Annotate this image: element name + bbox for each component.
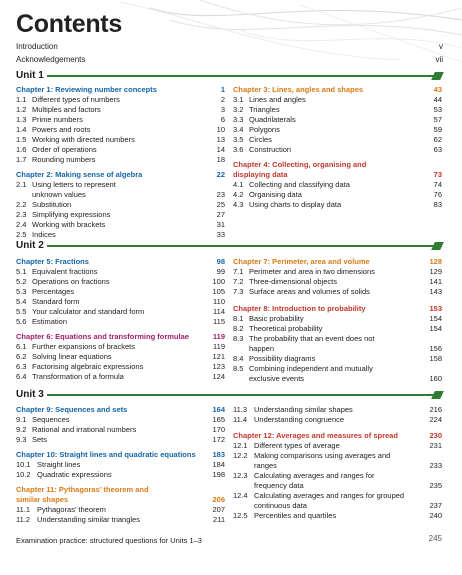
section-title: Organising data — [249, 190, 302, 199]
section-number: 5.2 — [16, 277, 27, 286]
section-entry[interactable] — [16, 145, 225, 155]
section-number: 7.3 — [233, 287, 244, 296]
section-page: 158 — [429, 354, 442, 363]
unit-divider-cap — [431, 72, 444, 80]
section-number: 5.3 — [16, 287, 27, 296]
section-number: 6.3 — [16, 362, 27, 371]
unit-1-left-column — [16, 85, 225, 240]
chapter-heading[interactable] — [233, 431, 442, 441]
section-title: Three-dimensional objects — [249, 277, 337, 286]
section-page: 31 — [216, 220, 225, 229]
chapter-title: Chapter 3: Lines, angles and shapes — [233, 85, 364, 94]
section-number: 5.4 — [16, 297, 27, 306]
section-entry[interactable] — [233, 287, 442, 297]
front-matter-label: Introduction — [16, 42, 58, 51]
front-matter-page: v — [439, 42, 443, 51]
section-page: 25 — [216, 200, 225, 209]
section-page: 14 — [216, 145, 225, 154]
section-title: Percentiles and quartiles — [254, 511, 337, 520]
section-title: Sets — [32, 435, 48, 444]
section-entry[interactable] — [233, 135, 442, 145]
section-title: Multiples and factors — [32, 105, 101, 114]
section-page: 170 — [212, 425, 225, 434]
chapter-heading[interactable] — [233, 304, 442, 314]
section-title: Quadratic expressions — [37, 470, 112, 479]
unit-3-left-column — [16, 405, 225, 525]
chapter-heading[interactable] — [16, 485, 225, 505]
section-title: Equivalent fractions — [32, 267, 98, 276]
section-entry[interactable] — [233, 190, 442, 200]
section-title: Your calculator and standard form — [32, 307, 145, 316]
front-matter-acknowledgements[interactable] — [16, 54, 443, 66]
section-entry[interactable] — [233, 471, 442, 491]
section-number: 6.1 — [16, 342, 27, 351]
section-entry[interactable] — [16, 180, 225, 200]
section-entry[interactable] — [16, 95, 225, 105]
section-entry[interactable] — [16, 415, 225, 425]
section-page: 184 — [212, 460, 225, 469]
section-page: 83 — [433, 200, 442, 209]
section-page: 123 — [212, 362, 225, 371]
chapter-page: 183 — [212, 450, 225, 459]
section-number: 7.1 — [233, 267, 244, 276]
section-number: 10.2 — [16, 470, 31, 479]
section-title: Transformation of a formula — [32, 372, 124, 381]
section-entry[interactable] — [16, 460, 225, 470]
section-number: 4.2 — [233, 190, 244, 199]
section-number: 1.7 — [16, 155, 27, 164]
section-title: Prime numbers — [32, 115, 83, 124]
section-page: 23 — [216, 190, 225, 199]
unit-divider-cap — [431, 391, 444, 399]
chapter-heading[interactable] — [16, 85, 225, 95]
section-entry[interactable] — [233, 95, 442, 105]
section-title: Using letters to represent unknown values — [32, 180, 116, 199]
section-entry[interactable] — [16, 135, 225, 145]
section-entry[interactable] — [16, 115, 225, 125]
section-page: 240 — [429, 511, 442, 520]
section-page: 13 — [216, 135, 225, 144]
section-entry[interactable] — [233, 200, 442, 210]
section-entry[interactable] — [233, 405, 442, 415]
section-page: 124 — [212, 372, 225, 381]
section-entry[interactable] — [233, 267, 442, 277]
section-title: Rational and irrational numbers — [32, 425, 137, 434]
section-page: 129 — [429, 267, 442, 276]
section-entry[interactable] — [16, 352, 225, 362]
section-number: 3.4 — [233, 125, 244, 134]
section-entry[interactable] — [233, 354, 442, 364]
section-number: 12.5 — [233, 511, 248, 520]
section-number: 8.3 — [233, 334, 244, 343]
section-page: 74 — [433, 180, 442, 189]
section-title: Basic probability — [249, 314, 304, 323]
section-number: 8.2 — [233, 324, 244, 333]
front-matter-label: Acknowledgements — [16, 55, 86, 64]
section-entry[interactable] — [16, 505, 225, 515]
section-title: Working with directed numbers — [32, 135, 135, 144]
unit-divider-cap — [431, 242, 444, 250]
section-page: 33 — [216, 230, 225, 239]
section-number: 3.3 — [233, 115, 244, 124]
section-title: Combining independent and mutually exclusive events — [249, 364, 373, 383]
section-number: 1.3 — [16, 115, 27, 124]
section-entry[interactable] — [233, 324, 442, 334]
section-entry[interactable] — [16, 515, 225, 525]
chapter-title: Chapter 5: Fractions — [16, 257, 89, 266]
section-page: 224 — [429, 415, 442, 424]
section-page: 141 — [429, 277, 442, 286]
section-number: 9.3 — [16, 435, 27, 444]
section-number: 2.1 — [16, 180, 27, 189]
unit-title: Unit 3 — [16, 388, 47, 401]
section-number: 12.4 — [233, 491, 248, 500]
chapter-page: 1 — [220, 85, 225, 94]
chapter-page: 164 — [212, 405, 225, 414]
section-page: 237 — [429, 501, 442, 510]
section-title: Using charts to display data — [249, 200, 342, 209]
unit-2-header — [16, 239, 442, 252]
section-number: 12.1 — [233, 441, 248, 450]
section-page: 154 — [429, 314, 442, 323]
chapter-title: Chapter 9: Sequences and sets — [16, 405, 128, 414]
unit-2-left-column — [16, 257, 225, 382]
section-page: 6 — [220, 115, 225, 124]
section-number: 4.3 — [233, 200, 244, 209]
section-page: 63 — [433, 145, 442, 154]
section-entry[interactable] — [233, 277, 442, 287]
section-number: 11.1 — [16, 505, 31, 514]
section-entry[interactable] — [16, 307, 225, 317]
section-title: Substitution — [32, 200, 72, 209]
section-entry[interactable] — [233, 334, 442, 354]
section-entry[interactable] — [233, 115, 442, 125]
unit-title: Unit 2 — [16, 239, 47, 252]
section-entry[interactable] — [233, 125, 442, 135]
section-entry[interactable] — [16, 362, 225, 372]
section-page: 198 — [212, 470, 225, 479]
section-title: Polygons — [249, 125, 280, 134]
section-number: 3.2 — [233, 105, 244, 114]
section-title: Factorising algebraic expressions — [32, 362, 144, 371]
section-title: Understanding similar shapes — [254, 405, 353, 414]
section-page: 18 — [216, 155, 225, 164]
section-number: 1.5 — [16, 135, 27, 144]
section-number: 1.6 — [16, 145, 27, 154]
section-number: 1.4 — [16, 125, 27, 134]
section-page: 2 — [220, 95, 225, 104]
section-entry[interactable] — [16, 220, 225, 230]
section-page: 114 — [213, 307, 225, 316]
unit-3-header — [16, 388, 442, 401]
section-number: 3.1 — [233, 95, 244, 104]
unit-1-right-column — [233, 85, 442, 210]
section-title: Simplifying expressions — [32, 210, 111, 219]
unit-2-right-column — [233, 257, 442, 384]
chapter-page: 22 — [216, 170, 225, 179]
unit-title: Unit 1 — [16, 69, 47, 82]
section-entry[interactable] — [16, 372, 225, 382]
section-entry[interactable] — [233, 415, 442, 425]
section-title: Percentages — [32, 287, 75, 296]
section-title: Order of operations — [32, 145, 97, 154]
section-number: 4.1 — [233, 180, 244, 189]
unit-3-right-column — [233, 405, 442, 521]
section-entry[interactable] — [16, 277, 225, 287]
section-title: The probability that an event does not happen — [249, 334, 375, 353]
section-page: 207 — [212, 505, 225, 514]
chapter-title: Chapter 10: Straight lines and quadratic equations — [16, 450, 196, 459]
section-entry[interactable] — [16, 125, 225, 135]
section-number: 9.1 — [16, 415, 27, 424]
section-title: Circles — [249, 135, 272, 144]
section-title: Different types of numbers — [32, 95, 120, 104]
section-title: Rounding numbers — [32, 155, 96, 164]
chapter-page: 98 — [216, 257, 225, 266]
section-title: Working with brackets — [32, 220, 106, 229]
section-number: 8.5 — [233, 364, 244, 373]
chapter-heading[interactable] — [16, 332, 225, 342]
section-title: Understanding congruence — [254, 415, 345, 424]
unit-divider-line — [16, 75, 442, 77]
section-number: 6.4 — [16, 372, 27, 381]
section-title: Further expansions of brackets — [32, 342, 135, 351]
section-page: 100 — [212, 277, 225, 286]
section-entry[interactable] — [16, 210, 225, 220]
section-entry[interactable] — [16, 105, 225, 115]
section-number: 5.6 — [16, 317, 27, 326]
section-entry[interactable] — [16, 435, 225, 445]
section-page: 143 — [429, 287, 442, 296]
section-title: Construction — [249, 145, 292, 154]
section-page: 110 — [213, 297, 225, 306]
section-entry[interactable] — [16, 267, 225, 277]
section-page: 154 — [429, 324, 442, 333]
front-matter-page: vii — [435, 55, 443, 64]
chapter-heading[interactable] — [16, 257, 225, 267]
section-page: 10 — [216, 125, 225, 134]
section-entry[interactable] — [233, 441, 442, 451]
section-title: Pythagoras’ theorem — [37, 505, 106, 514]
section-number: 11.2 — [16, 515, 31, 524]
section-entry[interactable] — [16, 287, 225, 297]
section-entry[interactable] — [16, 297, 225, 307]
section-page: 62 — [433, 135, 442, 144]
section-title: Understanding similar triangles — [37, 515, 140, 524]
section-title: Different types of average — [254, 441, 340, 450]
section-page: 119 — [213, 342, 225, 351]
section-title: Collecting and classifying data — [249, 180, 350, 189]
section-number: 9.2 — [16, 425, 27, 434]
section-entry[interactable] — [16, 155, 225, 165]
section-number: 5.5 — [16, 307, 27, 316]
chapter-page: 153 — [429, 304, 442, 313]
section-entry[interactable] — [16, 342, 225, 352]
section-page: 233 — [429, 461, 442, 470]
section-title: Sequences — [32, 415, 70, 424]
chapter-title: Chapter 7: Perimeter, area and volume — [233, 257, 370, 266]
section-title: Perimeter and area in two dimensions — [249, 267, 375, 276]
chapter-title: Chapter 4: Collecting, organising and displaying data — [233, 160, 367, 179]
section-page: 27 — [216, 210, 225, 219]
section-number: 12.3 — [233, 471, 248, 480]
section-number: 7.2 — [233, 277, 244, 286]
section-number: 2.2 — [16, 200, 27, 209]
section-page: 231 — [429, 441, 442, 450]
section-title: Possibility diagrams — [249, 354, 316, 363]
chapter-page: 119 — [212, 332, 225, 341]
section-entry[interactable] — [16, 317, 225, 327]
chapter-title: Chapter 8: Introduction to probability — [233, 304, 366, 313]
section-entry[interactable] — [233, 491, 442, 511]
chapter-heading[interactable] — [16, 170, 225, 180]
section-title: Surface areas and volumes of solids — [249, 287, 370, 296]
chapter-heading[interactable] — [233, 160, 442, 180]
section-number: 1.1 — [16, 95, 27, 104]
unit-divider-line — [16, 394, 442, 396]
chapter-page: 206 — [212, 495, 225, 504]
section-entry[interactable] — [16, 200, 225, 210]
section-page: 105 — [212, 287, 225, 296]
chapter-heading[interactable] — [16, 405, 225, 415]
chapter-page: 73 — [433, 170, 442, 179]
section-page: 172 — [212, 435, 225, 444]
chapter-page: 230 — [429, 431, 442, 440]
chapter-title: Chapter 11: Pythagoras’ theorem and similar shapes — [16, 485, 149, 504]
section-entry[interactable] — [233, 451, 442, 471]
section-page: 235 — [429, 481, 442, 490]
section-number: 8.1 — [233, 314, 244, 323]
section-entry[interactable] — [233, 145, 442, 155]
section-title: Calculating averages and ranges for grouped continuous data — [254, 491, 405, 510]
chapter-heading[interactable] — [16, 450, 225, 460]
chapter-title: Chapter 12: Averages and measures of spread — [233, 431, 398, 440]
exam-practice-page: 245 — [428, 534, 442, 543]
section-title: Straight lines — [37, 460, 81, 469]
section-number: 5.1 — [16, 267, 27, 276]
section-number: 10.1 — [16, 460, 31, 469]
section-number: 8.4 — [233, 354, 244, 363]
section-page: 57 — [433, 115, 442, 124]
section-number: 2.3 — [16, 210, 27, 219]
section-page: 211 — [213, 515, 225, 524]
section-page: 59 — [433, 125, 442, 134]
section-number: 3.5 — [233, 135, 244, 144]
chapter-heading[interactable] — [233, 257, 442, 267]
section-page: 3 — [220, 105, 225, 114]
section-entry[interactable] — [16, 470, 225, 480]
section-entry[interactable] — [16, 425, 225, 435]
section-title: Making comparisons using averages and ranges — [254, 451, 391, 470]
chapter-page: 43 — [433, 85, 442, 94]
section-title: Quadrilaterals — [249, 115, 296, 124]
chapter-heading[interactable] — [233, 85, 442, 95]
chapter-page: 128 — [429, 257, 442, 266]
section-page: 99 — [216, 267, 225, 276]
section-page: 115 — [213, 317, 225, 326]
section-entry[interactable] — [233, 314, 442, 324]
section-number: 12.2 — [233, 451, 248, 460]
section-page: 160 — [429, 374, 442, 383]
section-page: 216 — [429, 405, 442, 414]
section-number: 11.4 — [233, 415, 248, 424]
section-page: 44 — [433, 95, 442, 104]
section-page: 165 — [212, 415, 225, 424]
chapter-title: Chapter 6: Equations and transforming formulae — [16, 332, 189, 341]
section-title: Solving linear equations — [32, 352, 112, 361]
section-page: 121 — [212, 352, 225, 361]
front-matter-introduction[interactable] — [16, 41, 443, 53]
section-entry[interactable] — [233, 364, 442, 384]
section-title: Theoretical probability — [249, 324, 323, 333]
section-title: Standard form — [32, 297, 80, 306]
page-title: Contents — [16, 10, 122, 38]
section-number: 1.2 — [16, 105, 27, 114]
section-number: 2.5 — [16, 230, 27, 239]
section-title: Calculating averages and ranges for frequency data — [254, 471, 375, 490]
unit-divider-line — [16, 245, 442, 247]
section-entry[interactable] — [233, 105, 442, 115]
section-title: Lines and angles — [249, 95, 306, 104]
section-number: 2.4 — [16, 220, 27, 229]
section-title: Operations on fractions — [32, 277, 110, 286]
section-title: Powers and roots — [32, 125, 91, 134]
section-page: 156 — [429, 344, 442, 353]
section-number: 3.6 — [233, 145, 244, 154]
section-number: 6.2 — [16, 352, 27, 361]
section-title: Estimation — [32, 317, 68, 326]
section-page: 76 — [433, 190, 442, 199]
section-entry[interactable] — [233, 511, 442, 521]
section-page: 53 — [433, 105, 442, 114]
section-number: 11.3 — [233, 405, 248, 414]
chapter-title: Chapter 1: Reviewing number concepts — [16, 85, 157, 94]
unit-1-header — [16, 69, 442, 82]
section-title: Triangles — [249, 105, 280, 114]
exam-practice-entry[interactable]: Examination practice: structured questions for Units 1–3 — [16, 536, 202, 545]
section-entry[interactable] — [233, 180, 442, 190]
chapter-title: Chapter 2: Making sense of algebra — [16, 170, 143, 179]
section-title: Indices — [32, 230, 56, 239]
